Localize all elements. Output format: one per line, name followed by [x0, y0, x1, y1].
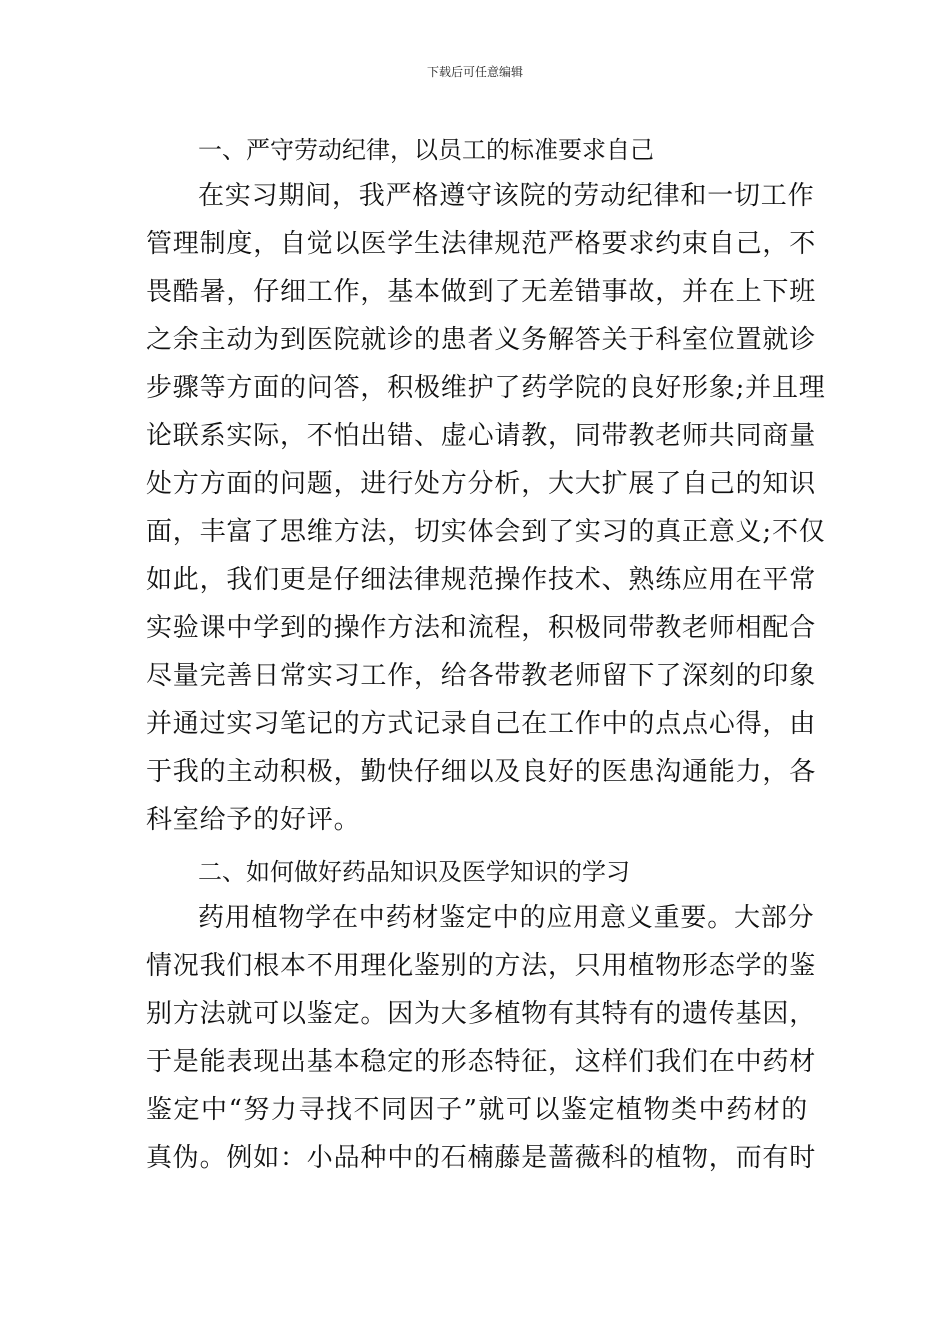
section-2 [146, 850, 817, 1182]
paragraph [146, 894, 817, 1182]
text-line: 管理制度，自觉以医学生法律规范严格要求约束自己，不 [146, 229, 817, 259]
text-line: 科室给予的好评。 [146, 805, 361, 835]
text-line: 之余主动为到医院就诊的患者义务解答关于科室位置就诊 [146, 325, 817, 355]
text-line: 于是能表现出基本稳定的形态特征，这样们我们在中药材 [146, 1047, 817, 1077]
text-line: 并通过实习笔记的方式记录自己在工作中的点点心得，由 [146, 709, 817, 739]
text-line: 处方方面的问题，进行处方分析，大大扩展了自己的知识 [146, 469, 817, 499]
section-heading: 二、如何做好药品知识及医学知识的学习 [198, 858, 630, 886]
text-line: 情况我们根本不用理化鉴别的方法，只用植物形态学的鉴 [146, 951, 817, 981]
text-line: 面，丰富了思维方法，切实体会到了实习的真正意义;不仅 [146, 517, 826, 547]
text-line: 别方法就可以鉴定。因为大多植物有其特有的遗传基因， [146, 999, 817, 1029]
text-line: 于我的主动积极，勤快仔细以及良好的医患沟通能力，各 [146, 757, 817, 787]
document-body [146, 128, 826, 1182]
text-line: 真伪。例如：小品种中的石楠藤是蔷薇科的植物，而有时 [146, 1143, 817, 1173]
section-1 [146, 128, 826, 844]
page-header: 下载后可任意编辑 [426, 65, 523, 79]
section-heading: 一、严守劳动纪律，以员工的标准要求自己 [198, 136, 654, 164]
text-line: 实验课中学到的操作方法和流程，积极同带教老师相配合 [146, 613, 817, 643]
paragraph [146, 172, 826, 844]
text-line: 畏酷暑，仔细工作，基本做到了无差错事故，并在上下班 [146, 277, 817, 307]
text-line: 药用植物学在中药材鉴定中的应用意义重要。大部分 [198, 903, 815, 933]
text-line: 如此，我们更是仔细法律规范操作技术、熟练应用在平常 [146, 565, 817, 595]
text-line: 步骤等方面的问答，积极维护了药学院的良好形象;并且理 [146, 373, 826, 403]
text-line: 尽量完善日常实习工作，给各带教老师留下了深刻的印象 [146, 661, 817, 691]
text-line: 论联系实际，不怕出错、虚心请教，同带教老师共同商量 [146, 421, 817, 451]
text-line: 鉴定中“努力寻找不同因子”就可以鉴定植物类中药材的 [146, 1095, 808, 1125]
text-line: 在实习期间，我严格遵守该院的劳动纪律和一切工作 [198, 181, 815, 211]
